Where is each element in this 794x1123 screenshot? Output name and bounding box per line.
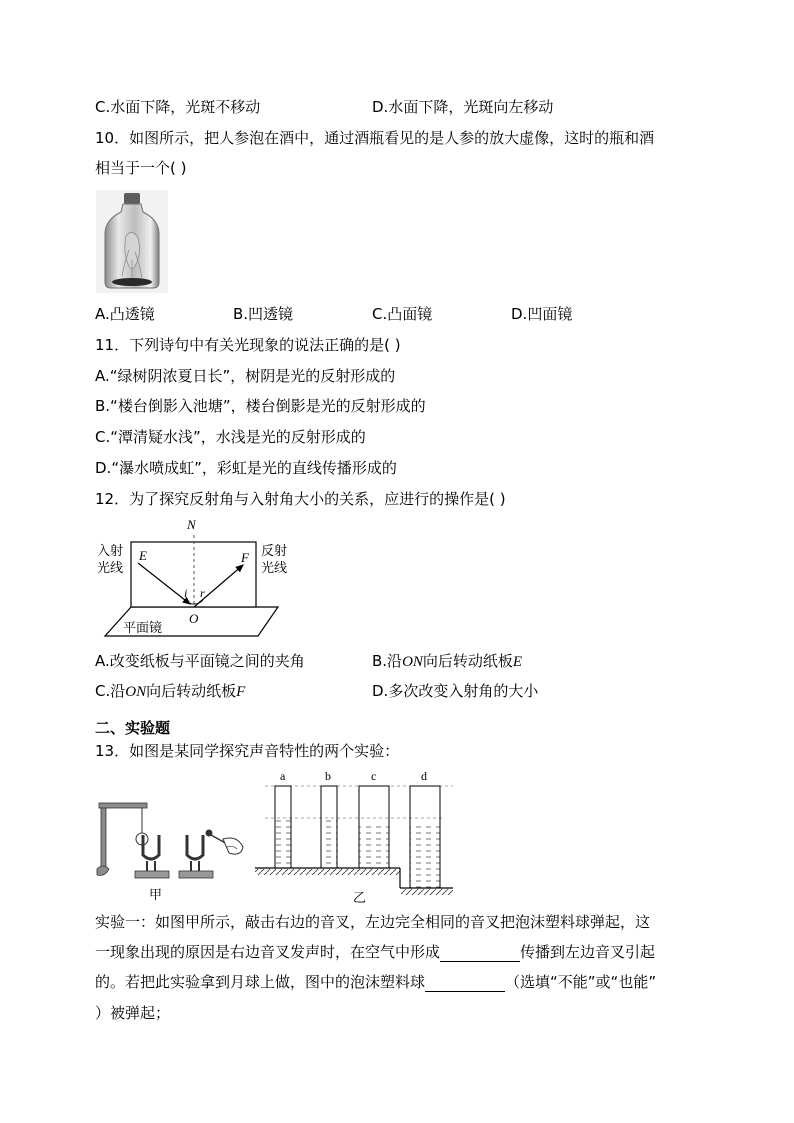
section-title: 二、实验题: [95, 719, 171, 737]
label-incident-1: 入射: [97, 544, 124, 559]
q12-stem: 12．为了探究反射角与入射角大小的关系，应进行的操作是( ): [95, 490, 506, 508]
label-mirror: 平面镜: [123, 621, 163, 636]
water-tubes-figure: [255, 770, 455, 910]
label-tube-c: c: [371, 770, 377, 783]
q10-stem-line1: 10．如图所示，把人参泡在酒中，通过酒瓶看见的是人参的放大虚像，这时的瓶和酒: [95, 129, 655, 147]
q12-option-a: A.改变纸板与平面镜之间的夹角: [95, 652, 305, 670]
label-tube-a: a: [280, 770, 286, 783]
ginseng-bottle-photo: [96, 190, 168, 293]
label-tube-d: d: [421, 770, 427, 783]
q10-option-c: C.凸面镜: [372, 305, 433, 323]
label-tube-b: b: [325, 770, 331, 783]
label-e: E: [139, 548, 147, 563]
q12-option-d: D.多次改变入射角的大小: [372, 682, 539, 700]
tuning-fork-figure: [95, 795, 245, 905]
q11-option-a: A.“绿树阴浓夏日长”，树阴是光的反射形成的: [95, 367, 396, 385]
q12-option-c: C.沿ON向后转动纸板F: [95, 682, 246, 700]
q10-option-a: A.凸透镜: [95, 305, 155, 323]
label-f: F: [241, 550, 249, 565]
q10-stem-line2: 相当于一个( ): [95, 159, 187, 177]
label-o: O: [189, 611, 199, 626]
label-incident-2: 光线: [97, 561, 124, 576]
q13-para-line4: ）被弹起；: [95, 1004, 171, 1022]
q10-option-d: D.凹面镜: [511, 305, 573, 323]
q12-option-b: B.沿ON向后转动纸板E: [372, 652, 523, 670]
q10-option-b: B.凹透镜: [233, 305, 294, 323]
q11-option-c: C.“潭清疑水浅”，水浅是光的反射形成的: [95, 428, 366, 446]
label-r: r: [200, 586, 205, 600]
label-jia: 甲: [149, 888, 163, 903]
q13-para-line2: 一现象出现的原因是右边音叉发声时，在空气中形成 传播到左边音叉引起: [95, 943, 656, 961]
q9-option-d: D.水面下降，光斑向左移动: [372, 98, 554, 116]
q13-para-line1: 实验一：如图甲所示，敲击右边的音叉，左边完全相同的音叉把泡沫塑料球弹起，这: [95, 913, 651, 931]
blank-2[interactable]: [425, 976, 505, 992]
q13-stem: 13．如图是某同学探究声音特性的两个实验：: [95, 742, 400, 760]
q13-para-line3: 的。若把此实验拿到月球上做，图中的泡沫塑料球 （选填“不能”或“也能”: [95, 973, 657, 991]
label-reflected-1: 反射: [261, 544, 288, 559]
label-n: N: [187, 517, 196, 532]
q11-option-b: B.“楼台倒影入池塘”，楼台倒影是光的反射形成的: [95, 397, 426, 415]
blank-1[interactable]: [440, 946, 520, 962]
reflection-diagram: [95, 515, 295, 643]
label-i: i: [184, 586, 188, 600]
q11-option-d: D.“瀑水喷成虹”，彩虹是光的直线传播形成的: [95, 459, 397, 477]
q9-option-c: C.水面下降，光斑不移动: [95, 98, 261, 116]
q11-stem: 11．下列诗句中有关光现象的说法正确的是( ): [95, 336, 401, 354]
label-reflected-2: 光线: [261, 561, 288, 576]
label-yi: 乙: [353, 891, 367, 906]
